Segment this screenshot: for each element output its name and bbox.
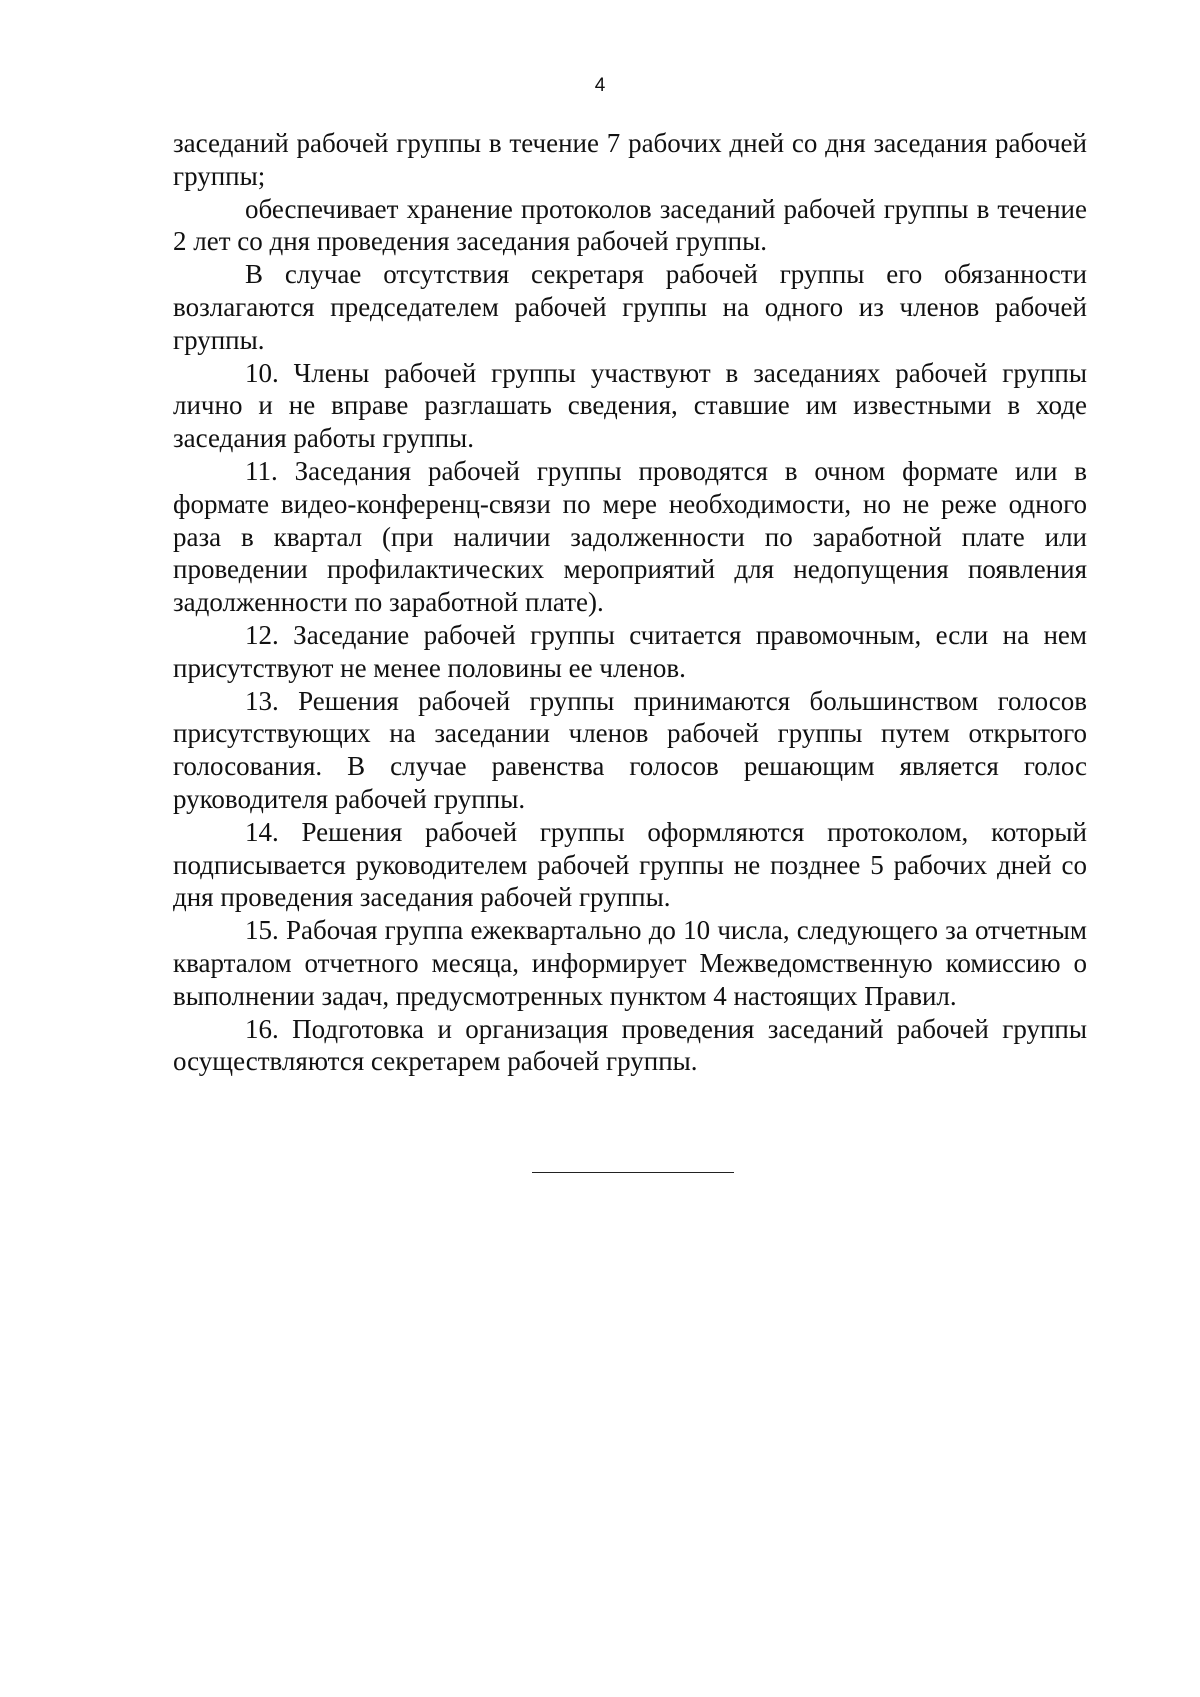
paragraph-item-16: 16. Подготовка и организация проведения заседаний рабочей группы осуществляются секретарем рабочей группы. bbox=[173, 1013, 1087, 1077]
paragraph-item-10: 10. Члены рабочей группы участвуют в заседаниях рабочей группы лично и не вправе разглашать сведения, ставшие им известными в ходе заседания работы группы. bbox=[173, 357, 1087, 454]
paragraph-item-12: 12. Заседание рабочей группы считается правомочным, если на нем присутствуют не менее половины ее членов. bbox=[173, 619, 1087, 683]
paragraph-item-14: 14. Решения рабочей группы оформляются протоколом, который подписывается руководителем рабочей группы не позднее 5 рабочих дней со дня проведения заседания рабочей группы. bbox=[173, 816, 1087, 913]
end-of-document-rule bbox=[532, 1172, 734, 1173]
paragraph-item-13: 13. Решения рабочей группы принимаются большинством голосов присутствующих на заседании членов рабочей группы путем открытого голосования. В случае равенства голосов решающим является голос руководителя рабочей группы. bbox=[173, 685, 1087, 814]
paragraph-item-11: 11. Заседания рабочей группы проводятся в очном формате или в формате видео-конференц-связи по мере необходимости, но не реже одного раза в квартал (при наличии задолженности по заработной плате или проведении профилактических мероприятий для недопущения появления задолженности по заработной плате). bbox=[173, 455, 1087, 618]
paragraph-item-15: 15. Рабочая группа ежеквартально до 10 числа, следующего за отчетным кварталом отчетного месяца, информирует Межведомственную комиссию о выполнении задач, предусмотренных пунктом 4 настоящих Правил. bbox=[173, 915, 1087, 1011]
document-body bbox=[173, 127, 1087, 1078]
page-number: 4 bbox=[594, 75, 606, 96]
paragraph-protocol-storage: обеспечивает хранение протоколов заседаний рабочей группы в течение 2 лет со дня проведения заседания рабочей группы. bbox=[173, 193, 1087, 257]
paragraph-continuation: заседаний рабочей группы в течение 7 рабочих дней со дня заседания рабочей группы; bbox=[173, 128, 1087, 191]
paragraph-secretary-absence: В случае отсутствия секретаря рабочей группы его обязанности возлагаются председателем рабочей группы на одного из членов рабочей группы. bbox=[173, 259, 1087, 355]
